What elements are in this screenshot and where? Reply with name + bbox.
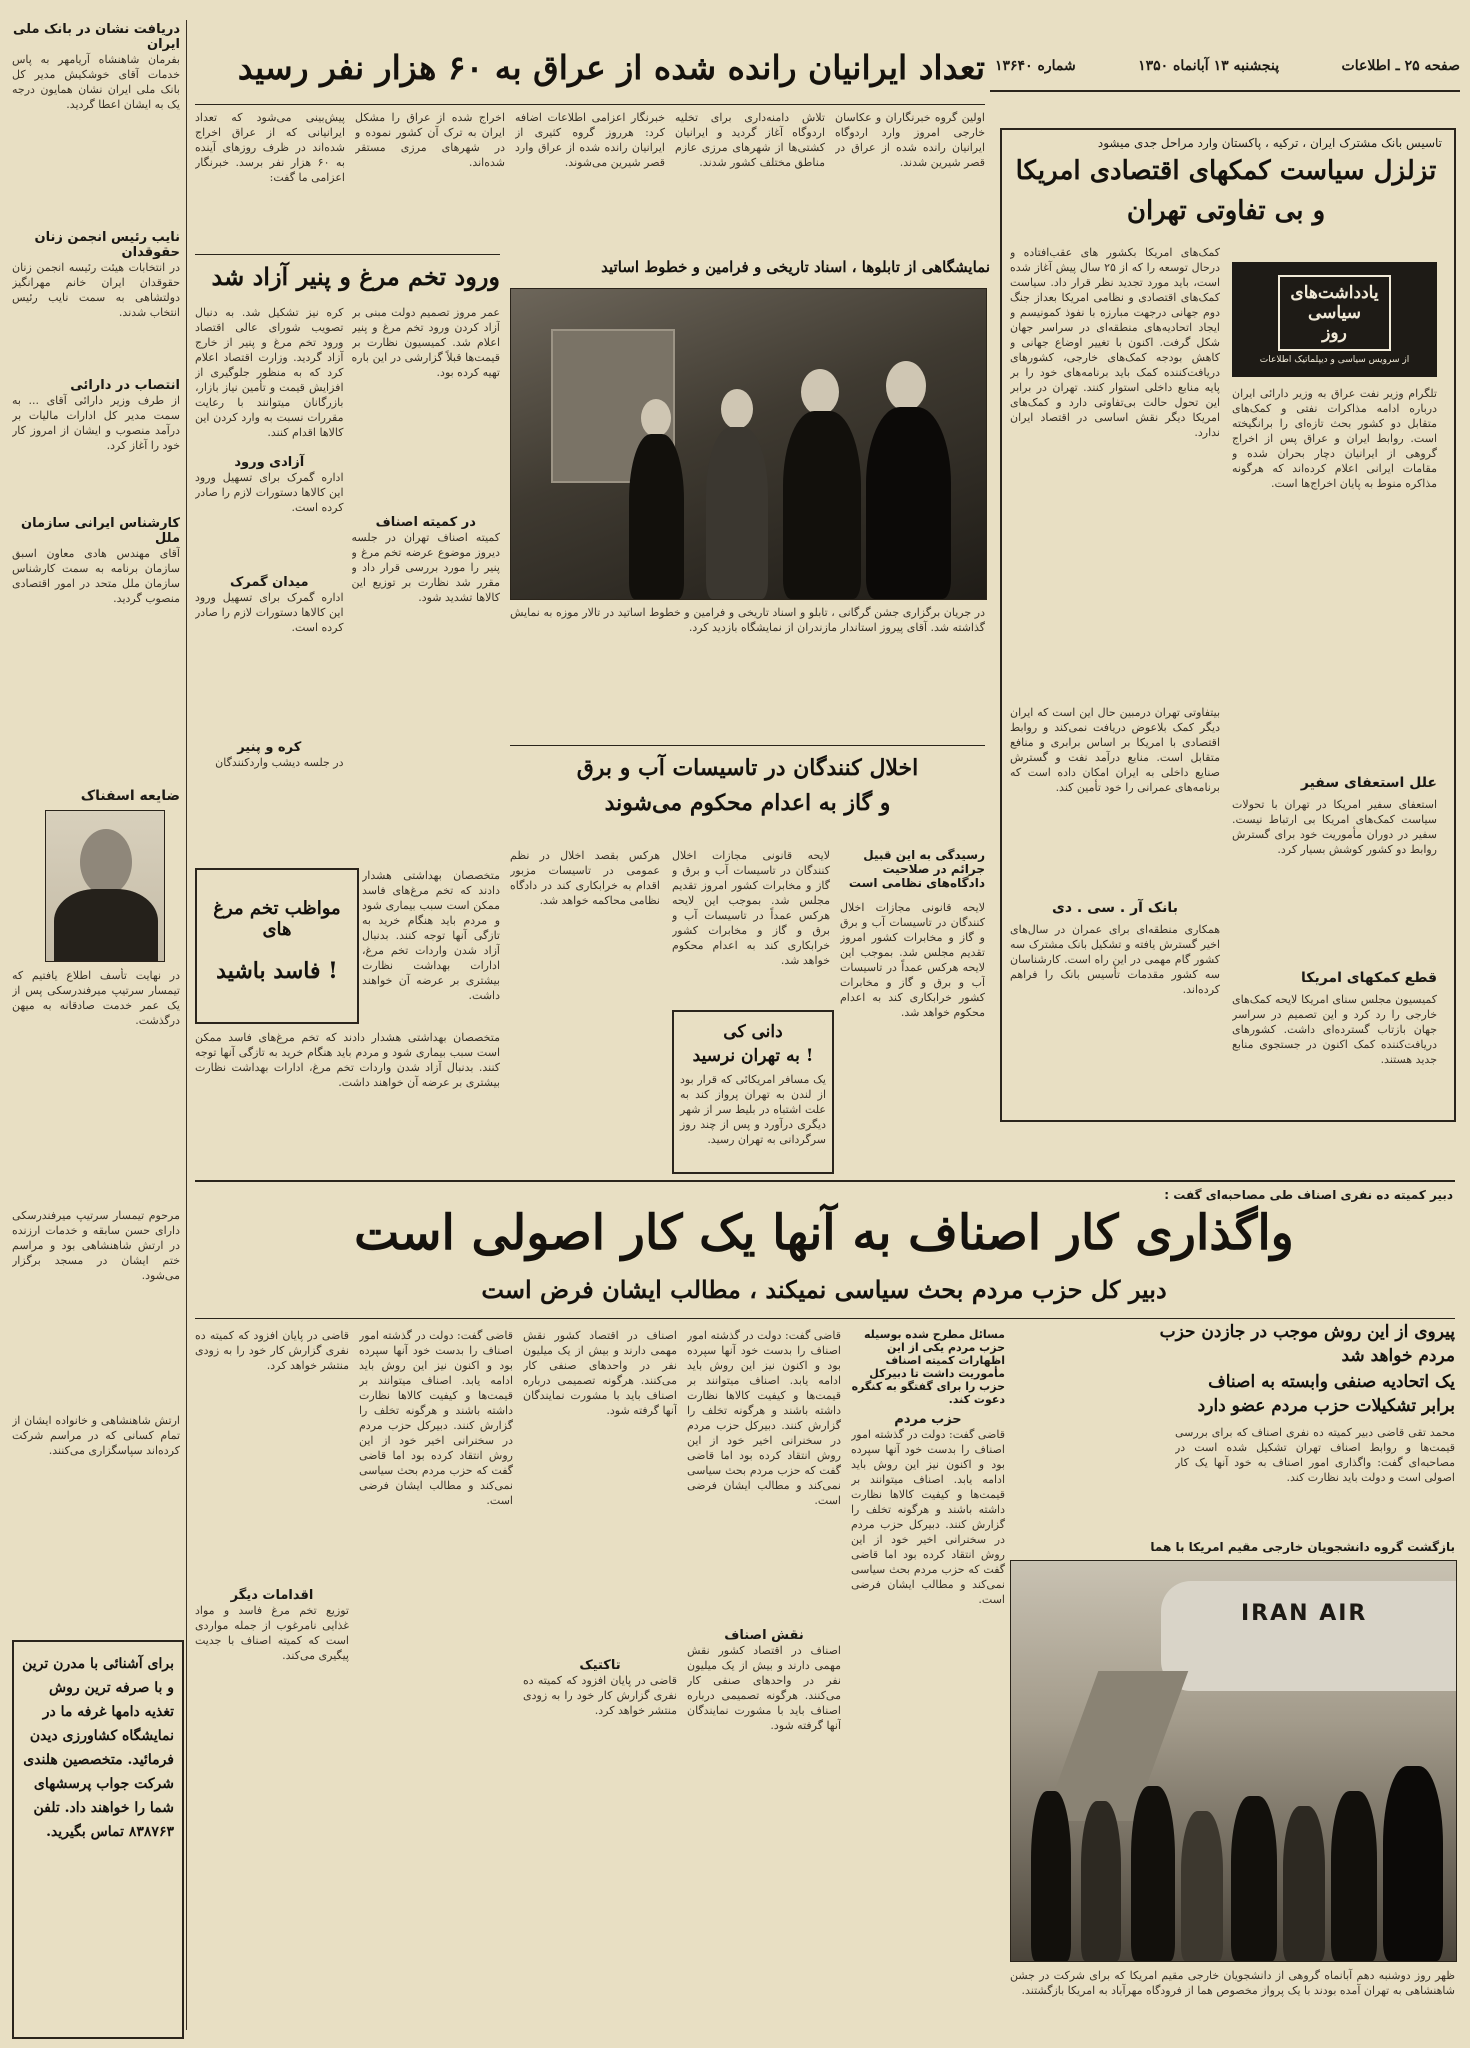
obituary-text-2: مرحوم تیمسار سرتیپ میرفندرسکی دارای حسن سابقه و خدمات ارزنده در ارتش شاهنشاهی بود و مراسم ختم ایشان در مسجد برگزار می‌شود. <box>12 1209 180 1282</box>
banner-col-4: اخراج شده از عراق را مشکل ایران به ترک آن کشور نموده و در شهرهای مرزی مستقر شده‌اند. <box>355 111 505 169</box>
eggs-sub-1: آزادی ورود <box>234 455 305 470</box>
page-label: صفحه ۲۵ ـ اطلاعات <box>1341 58 1460 74</box>
exhibition-photo <box>510 288 987 600</box>
economy-sub-1: بانک آر . سی . دی <box>1052 900 1178 916</box>
issue-date: پنجشنبه ۱۳ آبانماه ۱۳۵۰ <box>1138 58 1280 74</box>
notes-footer: از سرویس سیاسی و دیپلماتیک اطلاعات <box>1259 354 1410 365</box>
egg-warning-body: متخصصان بهداشتی هشدار دادند که تخم مرغ‌های فاسد ممکن است سبب بیماری شود و مردم باید هنگام خرید به تازگی آنها توجه کنند. بدنبال آزاد شدن واردات تخم مرغ، ادارات بهداشت نظارت بیشتری بر عرضه آن خواهند داشت. <box>195 1031 500 1089</box>
economy-body-2: بیتفاوتی تهران درمبین حال این است که ایران دیگر کمک بلاعوض دریافت نمی‌کند و روابط اقتصادی با امریکا بر اساس برابری و منافع متقابل است. منابع درآمد نفت و گسترش صنایع داخلی به ایران امکان داده است که برنامه‌های عمرانی را خود تأمین کند. <box>1010 706 1220 794</box>
guild-columns <box>195 1328 1005 2033</box>
figure-2-head <box>721 389 753 429</box>
tehran-preface: لایحه قانونی مجازات اخلال کنندگان در تاسیسات آب و برق و گاز و مخابرات کشور امروز تقدیم مجلس شد. بموجب این لایحه هرکس عمداً در تاسیسات آب و برق و گاز و مخابرات کشور خرابکاری کند به اعدام محکوم خواهد شد. <box>672 849 830 967</box>
banner-rule <box>195 104 985 105</box>
obituary-portrait <box>45 810 165 962</box>
guild-rule-bottom <box>195 1318 1455 1319</box>
utilities-body-2: هرکس بقصد اخلال در نظم عمومی در تاسیسات مزبور اقدام به خرابکاری کند در دادگاه نظامی محاکمه خواهد شد. <box>510 849 660 907</box>
notice-title-1: دریافت نشان در بانک ملی ایران <box>12 22 180 52</box>
eggs-sub-3: میدان گمرک <box>229 575 309 590</box>
tehran-body: یک مسافر امریکائی که قرار بود از لندن به تهران پرواز کند به علت اشتباه در بلیط سر از شهر دیگری درآورد و پس از چند روز سرگردانی به تهران رسید. <box>680 1073 826 1146</box>
notice-title-3: انتصاب در دارائی <box>70 378 180 393</box>
utilities-rule <box>510 745 985 746</box>
guild-body-col2: قاضی گفت: دولت در گذشته امور اصناف را بدست خود آنها سپرده بود و اکنون نیز این روش باید ادامه یابد. اصناف میتوانند بر قیمت‌ها و کیفیت کالاها نظارت داشته باشند و هرگونه تخلف را گزارش کنند. دبیرکل حزب مردم در سخنرانی اخیر خود از این روش انتقاد کرده بود اما قاضی گفت که حزب مردم بحث سیاسی نمی‌کند و مطالب ایشان فرضی است. <box>687 1329 841 1507</box>
guild-body-3: قاضی در پایان افزود که کمیته ده نفری گزارش کار خود را به زودی منتشر خواهد کرد. <box>523 1674 677 1717</box>
banner-col-1: اولین گروه خبرنگاران و عکاسان خارجی امروز وارد اردوگاه ایرانیان رانده شده از عراق در قصر شیرین شدند. <box>835 111 985 169</box>
guild-body-col5: قاضی در پایان افزود که کمیته ده نفری گزارش کار خود را به زودی منتشر خواهد کرد. <box>195 1329 349 1372</box>
crowd-person-7 <box>1331 1791 1377 1961</box>
figure-4-head <box>886 361 926 411</box>
guild-headline: واگذاری کار اصناف به آنها یک کار اصولی است <box>354 1205 1294 1261</box>
aircraft-fuselage <box>1161 1581 1456 1691</box>
masthead-rule <box>990 90 1460 92</box>
guild-sub-1: حزب مردم <box>894 1412 962 1427</box>
economy-sub-3: قطع کمکهای امریکا <box>1301 970 1437 986</box>
guild-sub-3: تاکتیک <box>579 1658 621 1673</box>
notice-text-1: بفرمان شاهنشاه آریامهر به پاس خدمات آقای خوشکیش مدیر کل بانک ملی ایران نشان همایون درجه یک به ایشان اعطا گردید. <box>12 53 180 111</box>
guild-body-col4: قاضی گفت: دولت در گذشته امور اصناف را بدست خود آنها سپرده بود و اکنون نیز این روش باید ادامه یابد. اصناف میتوانند بر قیمت‌ها و کیفیت کالاها نظارت داشته باشند و هرگونه تخلف را گزارش کنند. دبیرکل حزب مردم در سخنرانی اخیر خود از این روش انتقاد کرده بود اما قاضی گفت که حزب مردم بحث سیاسی نمی‌کند و مطالب ایشان فرضی است. <box>359 1329 513 1507</box>
egg-warning-line-1: مواظب تخم مرغ های <box>213 898 341 940</box>
banner-col-3: خبرنگار اعزامی اطلاعات اضافه کرد: هرروز گروه کثیری از ایرانیان رانده شده از عراق وارد قصر شیرین می‌شوند. <box>515 111 665 169</box>
guild-lede: محمد تقی قاضی دبیر کمیته ده نفری اصناف که برای بررسی قیمت‌ها و روابط اصناف تهران تشکیل شده است در مصاحبه‌ای گفت: واگذاری امور اصناف به خود آنها یک کار اصولی است و دولت باید نظارت کند. <box>1175 1426 1455 1484</box>
guild-col-3 <box>523 1328 677 2033</box>
guild-sub-4: اقدامات دیگر <box>230 1588 314 1603</box>
guild-body-2: اصناف در اقتصاد کشور نقش مهمی دارند و بیش از یک میلیون نفر در واحدهای صنفی کار می‌کنند. هرگونه تصمیمی درباره اصناف باید با مشورت نمایندگان آنها گرفته شود. <box>687 1644 841 1732</box>
students-caption: ظهر روز دوشنبه دهم آبانماه گروهی از دانشجویان خارجی مقیم امریکا که برای شرکت در جشن شاهنشاهی به تهران آمده بودند با یک پرواز مخصوص هما از فرودگاه مهرآباد به امریکا بازگشتند. <box>1010 1969 1455 1997</box>
economy-body-5: کمیسیون مجلس سنای امریکا لایحه کمک‌های خارجی را رد کرد و این تصمیم در سراسر جهان بازتاب گسترده‌ای داشت. کشورهای دریافت‌کننده کمک اکنون در جستجوی منابع جدید هستند. <box>1232 993 1437 1066</box>
guild-subhead: دبیر کل حزب مردم بحث سیاسی نمیکند ، مطالب ایشان فرض است <box>481 1275 1167 1304</box>
guild-body: قاضی گفت: دولت در گذشته امور اصناف را بدست خود آنها سپرده بود و اکنون نیز این روش باید ادامه یابد. اصناف میتوانند بر قیمت‌ها و کیفیت کالاها نظارت داشته باشند و هرگونه تخلف را گزارش کنند. دبیرکل حزب مردم در سخنرانی اخیر خود از این روش انتقاد کرده بود اما قاضی گفت که حزب مردم بحث سیاسی نمی‌کند و مطالب ایشان فرضی است. <box>851 1428 1005 1606</box>
eggs-sub-4: کره و پنیر <box>237 740 302 755</box>
egg-warning-box <box>195 868 359 1024</box>
economy-sub-2: علل استعفای سفیر <box>1300 775 1437 791</box>
exhibition-caption: در جریان برگزاری جشن گرگانی ، تابلو و اسناد تاریخی و فرامین و خطوط اساتید در تالار موزه به نمایش گذاشته شد. آقای پیروز استاندار مازندران از نمایشگاه بازدید کرد. <box>510 606 985 634</box>
figure-1-body <box>629 434 684 599</box>
guild-body-2-cont: اصناف در اقتصاد کشور نقش مهمی دارند و بیش از یک میلیون نفر در واحدهای صنفی کار می‌کنند. هرگونه تصمیمی درباره اصناف باید با مشورت نمایندگان آنها گرفته شود. <box>523 1329 677 1417</box>
eggs-body-5: در جلسه دیشب واردکنندگان <box>215 756 344 769</box>
utilities-sub: رسیدگی به این قبیل جرائم در صلاحیت دادگاه‌های نظامی است <box>848 848 985 890</box>
egg-warning-line-2: فاسد باشید ! <box>216 958 338 984</box>
crowd-person-5 <box>1231 1796 1277 1961</box>
economy-body-3: همکاری منطقه‌ای برای عمران در سال‌های اخیر گسترش یافته و تشکیل بانک مشترک سه کشور گام مهمی در این راه است. کارشناسان سه کشور مقدمات تأسیس بانک را فراهم کرده‌اند. <box>1010 923 1220 996</box>
aircraft-livery: IRAN AIR <box>1241 1601 1368 1626</box>
crowd-person-6 <box>1283 1806 1325 1961</box>
economy-body: کمک‌های امریکا بکشور های عقب‌افتاده و درحال توسعه را که از ۲۵ سال پیش آغاز شده است، باید مورد تجدید نظر قرار داد. سیاست کمک‌های اقتصادی و نظامی امریکا بعداز جنگ دوم جهانی درجهت مبارزه با نفوذ کمونیسم و ایجاد اتحادیه‌های منطقه‌ای در سراسر جهان شکل گرفت. اکنون با تغییر اوضاع جهانی و کاهش بودجه کمک‌های خارجی، کشورهای دریافت‌کننده کمک باید برنامه‌های خود را بر پایه منابع داخلی استوار کنند. تهران در برابر این تحول حالت بی‌تفاوتی دارد و کمک‌های امریکا دیگر نقش اساسی در اقتصاد ایران ندارد. <box>1010 246 1220 439</box>
eggs-columns <box>195 305 500 860</box>
left-column <box>12 22 180 827</box>
guild-body-4: توزیع تخم مرغ فاسد و مواد غذایی نامرغوب از جمله مواردی است که کمیته اصناف با جدیت پیگیری می‌کند. <box>195 1604 349 1662</box>
utilities-body: لایحه قانونی مجازات اخلال کنندگان در تاسیسات آب و برق و گاز و مخابرات کشور امروز تقدیم مجلس شد. بموجب این لایحه هرکس عمداً در تاسیسات آب و برق و گاز و مخابرات کشور خرابکاری کند به اعدام محکوم خواهد شد. <box>840 901 985 1019</box>
notes-box-frame <box>1278 275 1390 351</box>
guild-deck-4: برابر تشکیلات حزب مردم عضو دارد <box>1197 1396 1455 1416</box>
ad-text: برای آشنائی با مدرن ترین و با صرفه ترین روش تغذیه دامها غرفه ما در نمایشگاه کشاورزی دیدن فرمائید. متخصصین هلندی شرکت جواب پرسشهای شما را خواهند داد. تلفن ۸۳۸۷۶۳ تماس بگیرید. <box>22 1656 174 1840</box>
eggs-sub-2: در کمیته اصناف <box>375 515 476 530</box>
tehran-box <box>672 1010 834 1174</box>
banner-columns <box>195 110 985 250</box>
issue-number: شماره ۱۳۶۴۰ <box>995 58 1076 74</box>
column-rule <box>186 20 187 2030</box>
left-column-lower <box>12 968 180 1633</box>
crowd-person-1 <box>1031 1791 1071 1961</box>
economy-headline-2: و بی تفاوتی تهران <box>1126 196 1326 226</box>
exhibition-headline: نمایشگاهی از تابلوها ، اسناد تاریخی و فرامین و خطوط اساتید <box>601 258 990 276</box>
tehran-line-1: دانی کی <box>723 1022 783 1042</box>
figure-3-head <box>801 369 839 415</box>
guild-sub-2: نقش اصناف <box>724 1628 804 1643</box>
crowd-person-2 <box>1081 1801 1121 1961</box>
crowd-person-4 <box>1181 1811 1223 1961</box>
banner-col-2: تلاش دامنه‌داری برای تخلیه اردوگاه آغاز گردید و ایرانیان کشتی‌ها از شهرهای مرزی عازم مناطق مختلف کشور شدند. <box>675 111 825 169</box>
economy-body-4: استعفای سفیر امریکا در تهران با تحولات سیاست کمک‌های امریکا بی ارتباط نیست. سفیر در دوران مأموریت خود برای گسترش روابط دو کشور کوشش بسیار کرد. <box>1232 798 1437 856</box>
portrait-suit <box>54 889 158 962</box>
economy-kicker: تاسیس بانک مشترک ایران ، ترکیه ، پاکستان وارد مراحل جدی میشود <box>1097 136 1442 150</box>
notes-box <box>1232 262 1437 377</box>
eggs-headline: ورود تخم مرغ و پنیر آزاد شد <box>211 262 500 291</box>
guild-deck-3: یک اتحادیه صنفی وابسته به اصناف <box>1208 1372 1455 1392</box>
tehran-line-2: به تهران نرسید ! <box>692 1046 814 1066</box>
guild-kicker: دبیر کمیته ده نفری اصناف طی مصاحبه‌ای گفت : <box>1164 1188 1453 1202</box>
students-caption-top: بازگشت گروه دانشجویان خارجی مقیم امریکا با هما <box>1150 1540 1455 1554</box>
notes-body: تلگرام وزیر نفت عراق به وزیر دارائی ایران درباره ادامه مذاکرات نفتی و کمک‌های متقابل دو کشور بحث تازه‌ای را برانگیخته است. روابط ایران و عراق پس از اخراج گروهی از ایرانیان دچار بحران شده و مقامات ایرانی اعلام کرده‌اند که هرگونه مذاکره منوط به پایان اخراج‌ها است. <box>1232 387 1437 490</box>
eggs-col-left <box>195 305 344 860</box>
guild-q1: مسائل مطرح شده بوسیله حزب مردم یکی از این اظهارات کمیته اصناف مأموریت داشت تا دبیرکل حزب را برای گفتگو به کنگره دعوت کند. <box>851 1328 1005 1406</box>
guild-col-1 <box>851 1328 1005 2033</box>
obituary-text-3: ارتش شاهنشاهی و خانواده ایشان از تمام کسانی که در مراسم شرکت کرده‌اند سپاسگزاری می‌کنند. <box>12 1414 180 1457</box>
portrait-face <box>80 829 132 895</box>
notice-text-3: از طرف وزیر دارائی آقای ... به سمت مدیر کل ادارات مالیات بر درآمد منصوب و ایشان از امروز کار خود را آغاز کرد. <box>12 394 180 452</box>
notes-title-3: روز <box>1322 322 1347 343</box>
banner-col-5: پیش‌بینی می‌شود که تعداد ایرانیانی که از عراق اخراج شده‌اند در ظرف روزهای آینده به ۶۰ هزار نفر برسد. خبرنگار اعزامی ما گفت: <box>195 111 345 184</box>
utilities-headline-2: و گاز به اعدام محکوم می‌شوند <box>604 790 891 816</box>
notice-text-4: آقای مهندس هادی معاون اسبق سازمان برنامه به سمت کارشناس سازمان ملل متحد در امور اقتصادی منصوب گردید. <box>12 547 180 605</box>
crowd-person-8 <box>1383 1766 1443 1961</box>
figure-1-head <box>641 399 671 437</box>
eggs-body: کره نیز تشکیل شد. به دنبال تصویب شورای عالی اقتصاد ورود تخم مرغ و پنیر از خارج آزاد گردید. وزارت اقتصاد اعلام کرد که به منظور جلوگیری از افزایش قیمت و تأمین نیاز بازار، بازرگانان میتوانند با رعایت مقررات نسبت به وارد کردن این کالاها اقدام کنند. <box>195 306 344 439</box>
eggs-body-2: عمر مروز تصمیم دولت مبنی بر آزاد کردن ورود تخم مرغ و پنیر اعلام شد. کمیسیون نظارت بر قیمت‌ها قبلاً گزارشی در این باره تهیه کرده بود. <box>351 306 500 379</box>
notes-title-2: سیاسی <box>1308 302 1361 323</box>
masthead-strip <box>995 58 1460 88</box>
guild-deck-1: پیروی از این روش موجب در جازدن حزب <box>1159 1322 1455 1342</box>
crowd-person-3 <box>1131 1786 1175 1961</box>
guild-col-2 <box>687 1328 841 2033</box>
egg-warning-body-side: متخصصان بهداشتی هشدار دادند که تخم مرغ‌های فاسد ممکن است سبب بیماری شود و مردم باید هنگام خرید به تازگی آنها توجه کنند. بدنبال آزاد شدن واردات تخم مرغ، ادارات بهداشت نظارت بیشتری بر عرضه آن خواهند داشت. <box>362 869 500 1002</box>
utilities-headline-1: اخلال کنندگان در تاسیسات آب و برق <box>576 755 919 781</box>
eggs-body-3: کمیته اصناف تهران در جلسه دیروز موضوع عرضه تخم مرغ و پنیر را مورد بررسی قرار داد و مقرر شد نظارت بر توزیع این کالاها تشدید شود. <box>351 531 500 604</box>
eggs-rule <box>195 254 500 255</box>
figure-3-body <box>783 411 861 599</box>
guild-deck-2: مردم خواهد شد <box>1341 1346 1455 1366</box>
obituary-title: ضایعه اسفناک <box>80 788 180 804</box>
figure-4-body <box>866 407 951 599</box>
figure-2-body <box>706 427 768 599</box>
guild-col-5 <box>195 1328 349 2033</box>
obituary-text: در نهایت تأسف اطلاع یافتیم که تیمسار سرتیپ میرفندرسکی پس از یک عمر خدمت صادقانه به میهن درگذشت. <box>12 969 180 1027</box>
guild-rule-top <box>195 1180 1455 1182</box>
guild-col-4 <box>359 1328 513 2033</box>
notes-title-1: یادداشت‌های <box>1290 282 1379 303</box>
eggs-body-4: اداره گمرک برای تسهیل ورود این کالاها دستورات لازم را صادر کرده است. <box>195 591 344 634</box>
students-photo <box>1010 1560 1457 1962</box>
eggs-col-right <box>352 305 501 860</box>
economy-headline-1: تزلزل سیاست کمکهای اقتصادی امریکا <box>1015 156 1437 186</box>
notice-title-4: کارشناس ایرانی سازمان ملل <box>21 516 180 546</box>
top-headline: تعداد ایرانیان رانده شده از عراق به ۶۰ هزار نفر رسید <box>237 48 985 87</box>
notice-title-2: نایب رئیس انجمن زنان حقوقدان <box>34 230 180 260</box>
ad-box <box>12 1640 184 2039</box>
notice-text-2: در انتخابات هیئت رئیسه انجمن زنان حقوقدان ایران خانم مهرانگیز دولتشاهی به سمت نایب رئیس انتخاب شدند. <box>12 261 180 319</box>
eggs-body-5-prelude: اداره گمرک برای تسهیل ورود این کالاها دستورات لازم را صادر کرده است. <box>195 471 344 514</box>
